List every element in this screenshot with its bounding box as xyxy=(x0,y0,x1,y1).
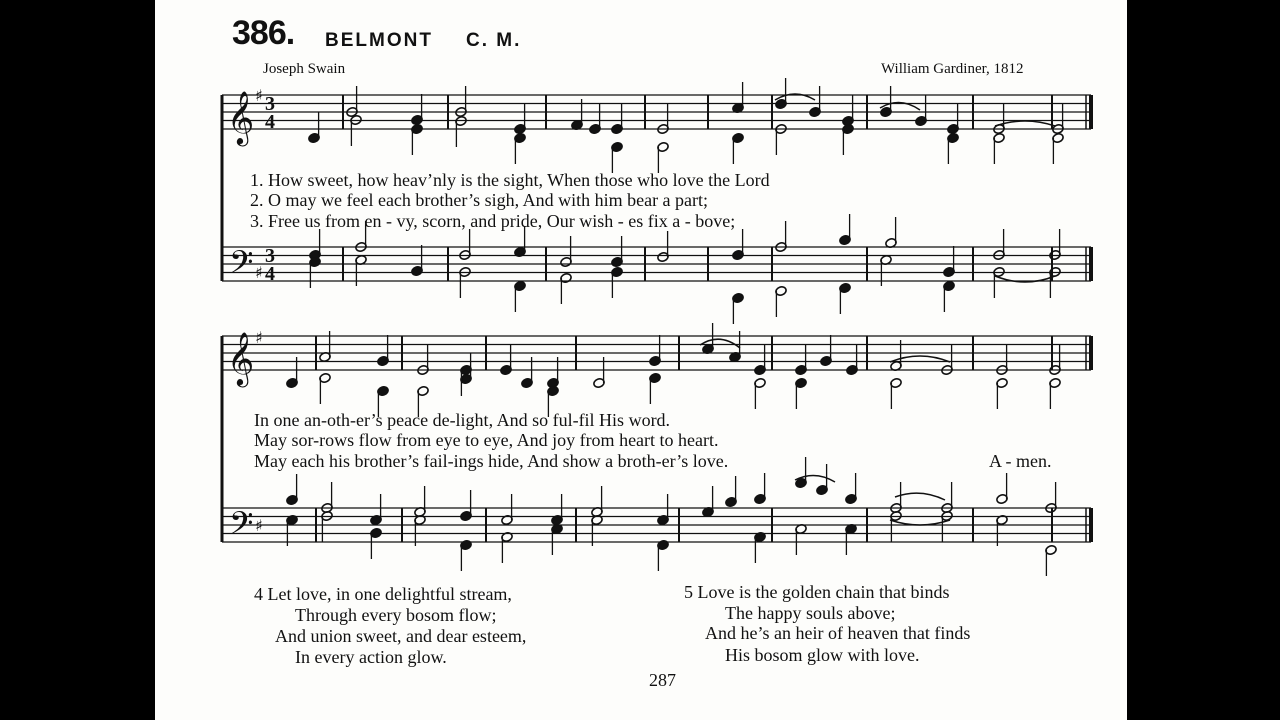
page-number: 287 xyxy=(649,670,676,690)
tune-name: BELMONT xyxy=(325,30,433,51)
stanza-5-line-3: And he’s an heir of heaven that finds xyxy=(705,623,971,643)
sharp-icon: ♯ xyxy=(255,263,263,282)
stanza-4-line-3: And union sweet, and dear esteem, xyxy=(275,626,527,646)
composer: William Gardiner, 1812 xyxy=(881,61,1024,77)
stanza-5-line-2: The happy souls above; xyxy=(725,603,896,623)
lyric-line-5: May sor-rows flow from eye to eye, And joy from heart to heart. xyxy=(254,430,719,450)
stanza-5-line-1: 5 Love is the golden chain that binds xyxy=(684,582,950,602)
bass-clef: 𝄢 xyxy=(229,244,254,288)
sharp-icon: ♯ xyxy=(255,86,263,105)
sharp-icon: ♯ xyxy=(255,328,263,347)
hymn-page xyxy=(155,0,1127,720)
sharp-icon: ♯ xyxy=(255,516,263,535)
author: Joseph Swain xyxy=(263,61,346,77)
meter: C. M. xyxy=(466,30,522,51)
treble-clef: 𝄞 xyxy=(227,331,255,385)
lyric-line-1: 1. How sweet, how heav’nly is the sight, When those who love the Lord xyxy=(250,170,770,190)
treble-clef: 𝄞 xyxy=(227,90,255,144)
amen: A - men. xyxy=(989,451,1052,471)
time-signature-top: 3 xyxy=(265,93,275,115)
time-signature-bottom: 4 xyxy=(265,263,275,285)
tie-slur xyxy=(890,520,950,525)
stanza-4-line-4: In every action glow. xyxy=(295,647,447,667)
stanza-5-line-4: His bosom glow with love. xyxy=(725,645,920,665)
bass-clef: 𝄢 xyxy=(229,505,254,549)
hymn-number: 386. xyxy=(232,14,295,52)
time-signature-bottom: 4 xyxy=(265,111,275,133)
time-signature-top: 3 xyxy=(265,245,275,267)
lyric-line-3: 3. Free us from en - vy, scorn, and pride, Our wish - es fix a - bove; xyxy=(250,211,736,231)
lyric-line-6: May each his brother’s fail-ings hide, And show a broth-er’s love. xyxy=(254,451,729,471)
stanza-4-line-2: Through every bosom flow; xyxy=(295,605,497,625)
tie-slur xyxy=(895,493,945,500)
lyric-line-4: In one an-oth-er’s peace de-light, And so ful-fil His word. xyxy=(254,410,671,430)
stanza-4-line-1: 4 Let love, in one delightful stream, xyxy=(254,584,512,604)
lyric-line-2: 2. O may we feel each brother’s sigh, And with him bear a part; xyxy=(250,190,709,210)
